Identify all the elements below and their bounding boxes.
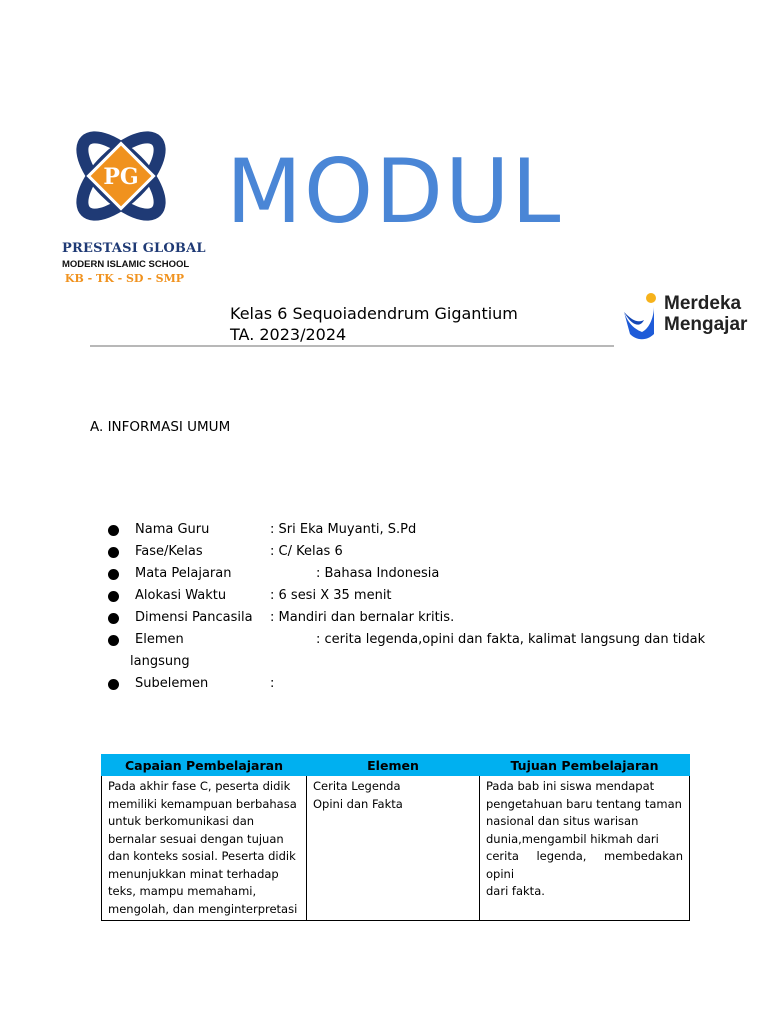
bullet-icon [108, 525, 119, 536]
cell-text: bernalar sesuai dengan tujuan [108, 831, 284, 846]
header-divider [90, 345, 614, 347]
bullet-icon [108, 613, 119, 624]
list-item [108, 673, 708, 695]
info-label: Elemen [135, 632, 184, 647]
cell-text: mengolah, dan menginterpretasi [108, 901, 298, 916]
page-title: MODUL [226, 140, 563, 243]
cell-text: nasional dan situs warisan [486, 814, 639, 828]
list-item-continuation [108, 651, 708, 673]
list-item [108, 607, 708, 629]
info-value-continued: langsung [130, 654, 190, 669]
school-levels: KB - TK - SD - SMP [64, 272, 185, 285]
list-item [108, 519, 708, 541]
cell-text: dari fakta. [486, 884, 545, 898]
elemen-cell [307, 776, 480, 921]
bullet-icon [108, 635, 119, 646]
info-label: Mata Pelajaran [135, 566, 232, 581]
info-label: Dimensi Pancasila [135, 610, 253, 625]
school-subtitle: MODERN ISLAMIC SCHOOL [62, 259, 190, 270]
cell-text: Cerita Legenda [313, 779, 401, 793]
school-logo [62, 118, 206, 290]
merdeka-text: Merdeka [664, 293, 742, 314]
info-value: : 6 sesi X 35 menit [270, 588, 392, 603]
info-value: : Mandiri dan bernalar kritis. [270, 610, 455, 625]
cell-text: cerita legenda, membedakan opini [486, 849, 683, 881]
cell-text: Pada akhir fase C, peserta didik [108, 779, 291, 793]
merdeka-mengajar-logo-icon [620, 290, 662, 342]
cell-text: pengetahuan baru tentang taman [486, 796, 682, 811]
class-name: Kelas 6 Sequoiadendrum Gigantium [230, 304, 518, 323]
capaian-cell [102, 776, 307, 921]
general-info-list [108, 519, 708, 695]
info-label: Nama Guru [135, 522, 210, 537]
bullet-icon [108, 569, 119, 580]
cell-text: memiliki kemampuan berbahasa [108, 796, 297, 811]
info-value: : Sri Eka Muyanti, S.Pd [270, 522, 417, 537]
column-header: Tujuan Pembelajaran [480, 755, 690, 776]
cell-text: Pada bab ini siswa mendapat [486, 779, 655, 793]
info-label: Subelemen [135, 676, 209, 691]
tujuan-cell [480, 776, 690, 921]
cell-text: Opini dan Fakta [313, 796, 403, 811]
logo-monogram: PG [103, 164, 139, 190]
bullet-icon [108, 679, 119, 690]
list-item [108, 585, 708, 607]
table-row [102, 776, 690, 921]
cell-text: menunjukkan minat terhadap [108, 866, 279, 881]
academic-year: TA. 2023/2024 [230, 325, 347, 344]
list-item [108, 629, 708, 651]
bullet-icon [108, 591, 119, 602]
info-value: : C/ Kelas 6 [270, 544, 343, 559]
prestasi-global-emblem-icon [68, 118, 174, 236]
mengajar-text: Mengajar [664, 314, 748, 335]
learning-table [101, 754, 690, 921]
info-value: : cerita legenda,opini dan fakta, kalimat langsung dan tidak [316, 632, 706, 647]
section-heading: A. INFORMASI UMUM [90, 419, 231, 435]
bullet-icon [108, 547, 119, 558]
cell-text: dunia,mengambil hikmah dari [486, 831, 659, 846]
cell-text: teks, mampu memahami, [108, 884, 257, 898]
column-header: Capaian Pembelajaran [102, 755, 307, 776]
cell-text: untuk berkomunikasi dan [108, 814, 255, 828]
list-item [108, 563, 708, 585]
info-value: : [270, 676, 275, 691]
list-item [108, 541, 708, 563]
info-label: Alokasi Waktu [135, 588, 227, 603]
info-label: Fase/Kelas [135, 544, 203, 559]
merdeka-mengajar-logo [620, 290, 760, 345]
info-value: : Bahasa Indonesia [316, 566, 440, 581]
column-header: Elemen [307, 755, 480, 776]
table-header-row [102, 755, 690, 776]
cell-text: dan konteks sosial. Peserta didik [108, 849, 296, 863]
school-name: PRESTASI GLOBAL [62, 241, 206, 256]
